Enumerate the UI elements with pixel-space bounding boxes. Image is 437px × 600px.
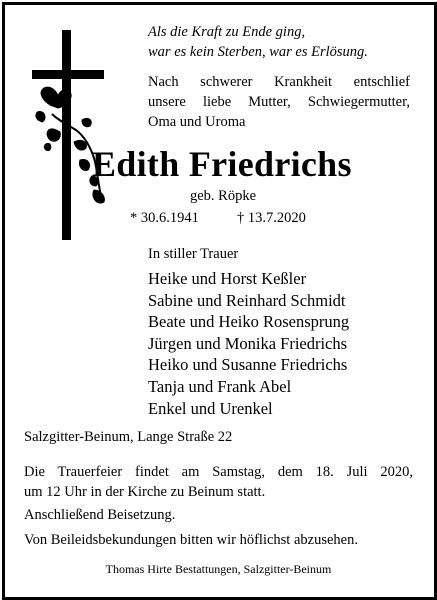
burial-info: Anschließend Beisetzung. [24, 507, 176, 523]
undertaker-credit: Thomas Hirte Bestattungen, Salzgitter-Beinum [105, 562, 332, 576]
quote-line: Als die Kraft zu Ende ging, [148, 24, 306, 40]
funeral-info [24, 462, 413, 502]
quote-line: war es kein Sterben, war es Erlösung. [148, 44, 368, 60]
death-date: † 13.7.2020 [237, 210, 306, 226]
deceased-name: Edith Friedrichs [92, 144, 352, 184]
intro-line: Oma und Uroma [148, 114, 246, 130]
birth-date: * 30.6.1941 [130, 210, 199, 226]
mourner-entry: Sabine und Reinhard Schmidt [148, 290, 346, 310]
mourners-label: In stiller Trauer [148, 246, 239, 262]
mourner-entry: Tanja und Frank Abel [148, 376, 292, 396]
quote [148, 22, 368, 62]
mourner-entry: Heike und Horst Keßler [148, 269, 307, 288]
condolences-note: Von Beileidsbekundungen bitten wir höflichst abzusehen. [24, 532, 358, 548]
birth-name: geb. Röpke [190, 188, 257, 204]
mourner-entry: Enkel und Urenkel [148, 398, 273, 418]
mourner-entry: Jürgen und Monika Friedrichs [148, 333, 348, 353]
intro-line: Nach schwerer Krankheit entschlief [148, 74, 410, 90]
funeral-line: Die Trauerfeier findet am Samstag, dem 18. Juli 2020, [24, 464, 413, 480]
intro-line: unsere liebe Mutter, Schwiegermutter, [148, 94, 410, 110]
mourner-entry: Heiko und Susanne Friedrichs [148, 355, 348, 375]
cross-with-rose-icon [32, 30, 112, 240]
mourner-entry: Beate und Heiko Rosensprung [148, 312, 350, 332]
family-address: Salzgitter-Beinum, Lange Straße 22 [24, 429, 233, 445]
funeral-line: um 12 Uhr in der Kirche zu Beinum statt. [24, 484, 266, 500]
intro-text [148, 72, 410, 132]
mourners-list [148, 268, 349, 419]
